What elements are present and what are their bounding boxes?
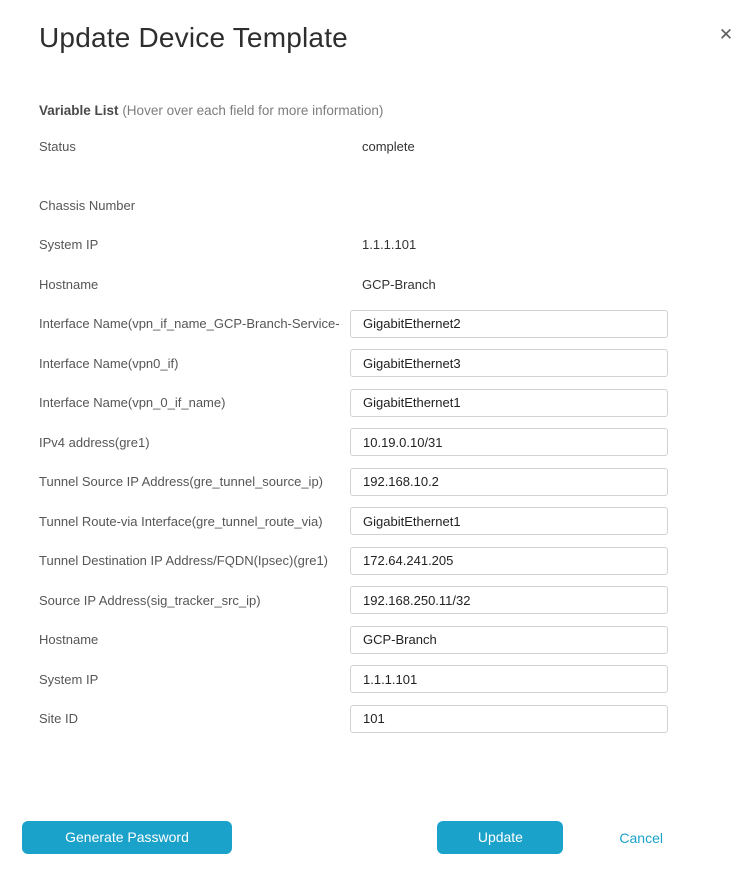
hostname-input[interactable] — [350, 626, 668, 654]
form-row-interface-name-service — [39, 304, 668, 344]
form-row-hostname — [39, 620, 668, 660]
field-label: Interface Name(vpn0_if) — [39, 355, 179, 371]
form-row-site-id — [39, 699, 668, 739]
form-row-interface-name-vpn0 — [39, 344, 668, 384]
field-label: System IP — [39, 671, 99, 687]
field-label: Site ID — [39, 711, 79, 727]
variable-list-heading — [39, 102, 668, 119]
close-icon[interactable]: ✕ — [718, 25, 734, 44]
footer-action-group — [437, 821, 663, 854]
field-label: Status — [39, 139, 76, 155]
modal-footer — [0, 821, 752, 854]
field-label: Tunnel Route-via Interface(gre_tunnel_route_via) — [39, 513, 323, 529]
interface-name-vpn-0-if-input[interactable] — [350, 389, 668, 417]
field-label: Interface Name(vpn_if_name_GCP-Branch-Service- — [39, 316, 340, 332]
site-id-input[interactable] — [350, 705, 668, 733]
status-value: complete — [362, 139, 415, 155]
system-ip-input[interactable] — [350, 665, 668, 693]
form-row-tunnel-route-via — [39, 502, 668, 542]
field-label: Chassis Number — [39, 197, 136, 213]
field-label: System IP — [39, 237, 99, 253]
form-row-ipv4-address-gre1 — [39, 423, 668, 463]
tunnel-destination-ip-input[interactable] — [350, 547, 668, 575]
field-label: IPv4 address(gre1) — [39, 434, 150, 450]
ipv4-address-gre1-input[interactable] — [350, 428, 668, 456]
variable-list — [39, 127, 668, 739]
field-label: Hostname — [39, 276, 99, 292]
tunnel-route-via-input[interactable] — [350, 507, 668, 535]
system-ip-value: 1.1.1.101 — [362, 237, 417, 253]
form-row-hostname-static — [39, 265, 668, 305]
hostname-value: GCP-Branch — [362, 276, 436, 292]
field-label: Source IP Address(sig_tracker_src_ip) — [39, 592, 261, 608]
update-device-template-modal — [0, 21, 752, 886]
field-label: Hostname — [39, 632, 99, 648]
update-button[interactable]: Update — [437, 821, 563, 854]
field-label: Interface Name(vpn_0_if_name) — [39, 395, 226, 411]
source-ip-tracker-input[interactable] — [350, 586, 668, 614]
field-label: Tunnel Destination IP Address/FQDN(Ipsec)(gre1) — [39, 553, 329, 569]
variable-list-label: Variable List — [39, 103, 119, 118]
form-row-status — [39, 127, 668, 167]
form-row-source-ip-tracker — [39, 581, 668, 621]
field-label: Tunnel Source IP Address(gre_tunnel_source_ip) — [39, 474, 324, 490]
interface-name-service-input[interactable] — [350, 310, 668, 338]
generate-password-button[interactable]: Generate Password — [22, 821, 232, 854]
variable-list-hint: (Hover over each field for more information) — [122, 103, 384, 118]
form-row-system-ip — [39, 660, 668, 700]
page-title: Update Device Template — [39, 22, 348, 53]
form-row-interface-name-vpn-0-if — [39, 383, 668, 423]
tunnel-source-ip-input[interactable] — [350, 468, 668, 496]
form-row-tunnel-source-ip — [39, 462, 668, 502]
interface-name-vpn0-input[interactable] — [350, 349, 668, 377]
form-row-system-ip-static — [39, 225, 668, 265]
cancel-link[interactable]: Cancel — [619, 829, 663, 846]
form-row-tunnel-destination-ip — [39, 541, 668, 581]
form-row-chassis-number — [39, 186, 668, 226]
